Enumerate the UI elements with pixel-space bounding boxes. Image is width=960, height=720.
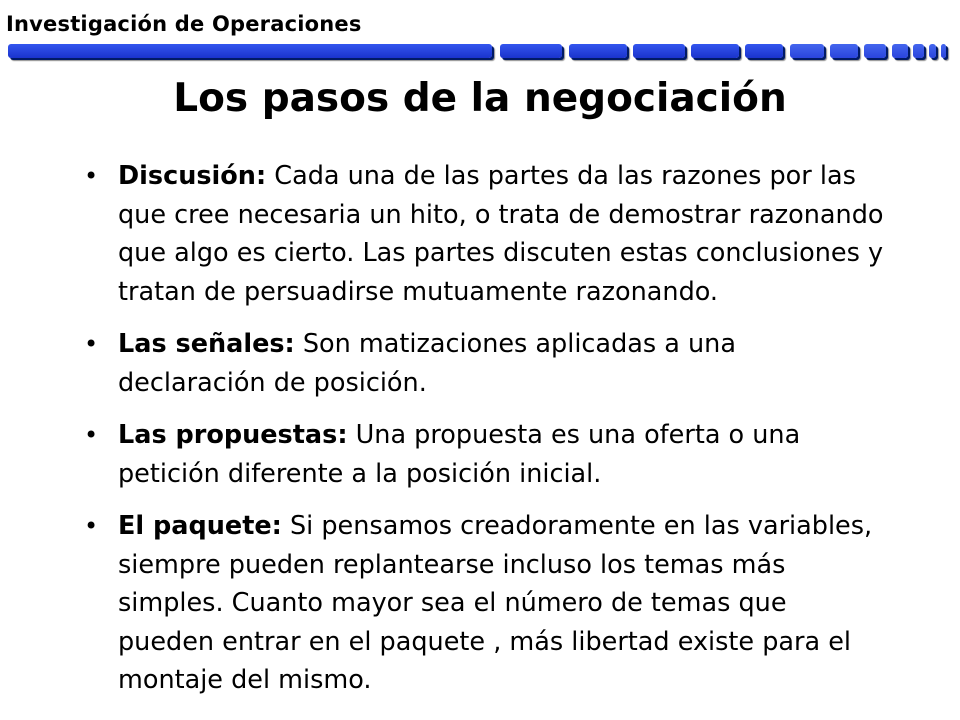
- bullet-term: Discusión:: [118, 161, 267, 191]
- bar-segment: [500, 44, 562, 58]
- bullet-term: Las señales:: [118, 329, 295, 359]
- bullet-text: Una propuesta es una oferta o una petición diferente a la posición inicial.: [118, 420, 801, 489]
- bar-segment: [569, 44, 627, 58]
- bullet-text: Cada una de las partes da las razones por las que cree necesaria un hito, o trata de demostrar razonando que algo es cierto. Las partes discuten estas conclusiones y tratan de persuadirse mutuamente razonando.: [118, 161, 884, 307]
- course-title: Investigación de Operaciones: [6, 12, 362, 36]
- bar-segment: [864, 44, 886, 58]
- bullet-item-paquete: [84, 507, 884, 700]
- bullet-icon: •: [84, 330, 99, 358]
- bullet-item-propuestas: [84, 416, 884, 493]
- bullet-icon: •: [84, 512, 99, 540]
- bullet-text: Son matizaciones aplicadas a una declaración de posición.: [118, 329, 736, 398]
- bar-segment: [913, 44, 924, 58]
- bar-segment: [790, 44, 824, 58]
- bar-segment: [941, 44, 946, 58]
- bullet-icon: •: [84, 421, 99, 449]
- bullet-icon: •: [84, 162, 99, 190]
- bullet-term: El paquete:: [118, 511, 282, 541]
- decorative-header-bar: [0, 44, 960, 60]
- bar-segment: [745, 44, 783, 58]
- bullet-text: Si pensamos creadoramente en las variables, siempre pueden replantearse incluso los temas más simples. Cuanto mayor sea el número de temas que pueden entrar en el paquete , más libertad existe para el montaje del mismo.: [118, 511, 873, 695]
- bar-segment: [929, 44, 936, 58]
- bar-segment: [830, 44, 858, 58]
- bar-segment: [633, 44, 685, 58]
- bullet-item-discusion: [84, 157, 884, 311]
- bullet-item-senales: [84, 325, 884, 402]
- slide-title: Los pasos de la negociación: [173, 76, 787, 121]
- bar-segment: [691, 44, 739, 58]
- bar-segment: [8, 44, 492, 58]
- bullet-list: [84, 157, 884, 714]
- bullet-term: Las propuestas:: [118, 420, 348, 450]
- bar-segment: [892, 44, 908, 58]
